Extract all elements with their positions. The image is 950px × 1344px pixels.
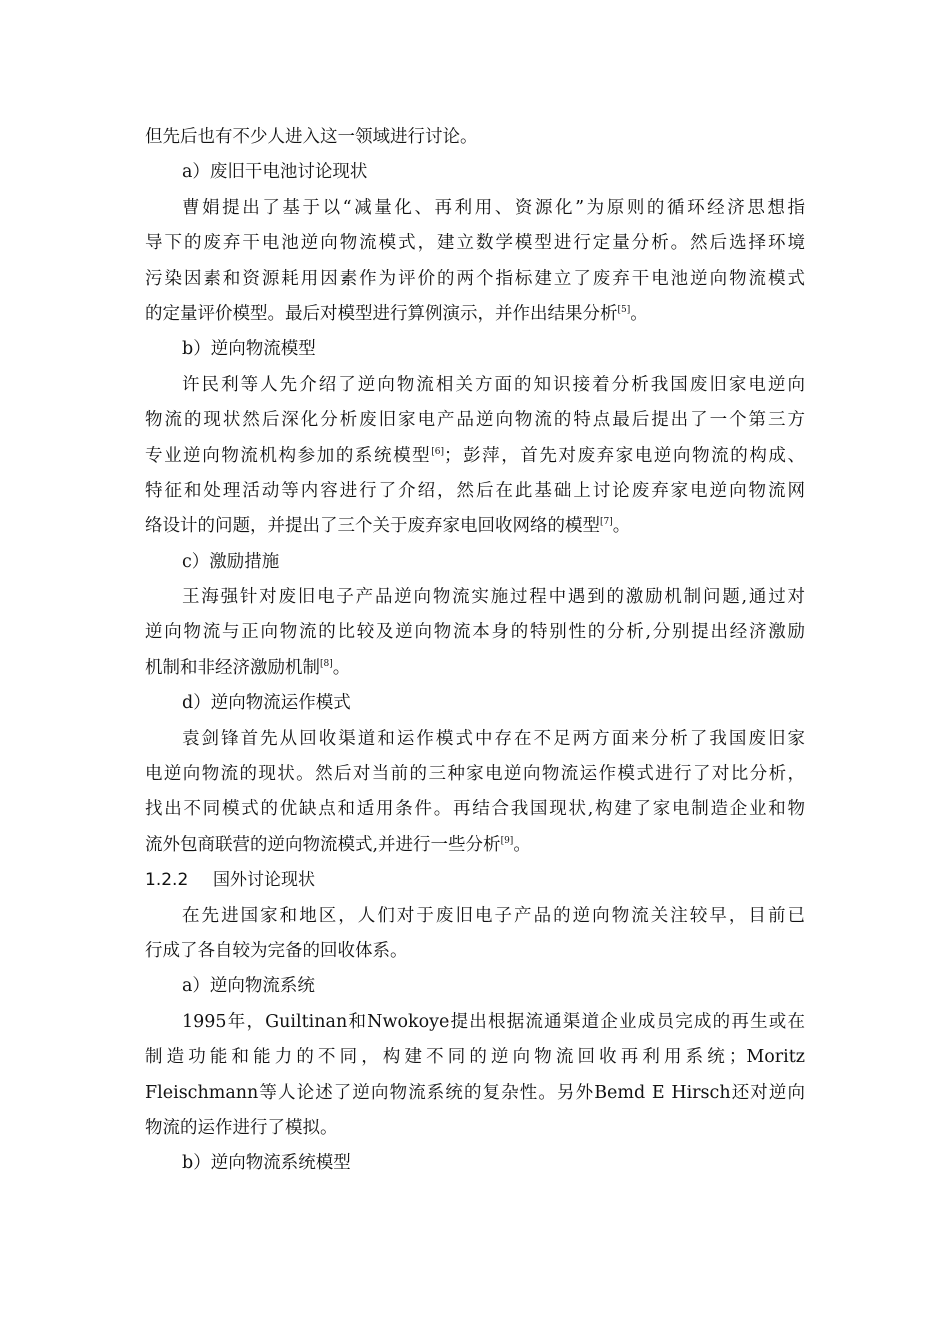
- paragraph-line: 在先进国家和地区，人们对于废旧电子产品的逆向物流关注较早，目前已: [182, 905, 805, 926]
- subheading-b-system-model: b）逆向物流系统模型: [182, 1153, 351, 1174]
- paragraph-line: 流外包商联营的逆向物流模式,并进行一些分析[9]。: [145, 834, 531, 855]
- paragraph-line: 但先后也有不少人进入这一领域进行讨论。: [145, 127, 478, 147]
- section-number: 1.2.2: [145, 870, 189, 891]
- paragraph-line: 找出不同模式的优缺点和适用条件。再结合我国现状,构建了家电制造企业和物: [145, 799, 805, 820]
- paragraph-line: 污染因素和资源耗用因素作为评价的两个指标建立了废弃干电池逆向物流模式: [145, 268, 805, 289]
- subheading-a-batteries: a）废旧干电池讨论现状: [182, 162, 368, 183]
- paragraph-line: 许民利等人先介绍了逆向物流相关方面的知识接着分析我国废旧家电逆向: [182, 374, 805, 395]
- paragraph-line: 行成了各自较为完备的回收体系。: [145, 940, 408, 961]
- paragraph-line: 的定量评价模型。最后对模型进行算例演示，并作出结果分析[5]。: [145, 303, 648, 324]
- paragraph-line: 袁剑锋首先从回收渠道和运作模式中存在不足两方面来分析了我国废旧家: [182, 728, 805, 749]
- subheading-b-model: b）逆向物流模型: [182, 339, 316, 360]
- paragraph-line: Fleischmann等人论述了逆向物流系统的复杂性。另外Bemd E Hirsch还对逆向: [145, 1082, 805, 1103]
- paragraph-line: 导下的废弃干电池逆向物流模式，建立数学模型进行定量分析。然后选择环境: [145, 233, 805, 254]
- paragraph-line: 电逆向物流的现状。然后对当前的三种家电逆向物流运作模式进行了对比分析，: [145, 764, 805, 785]
- paragraph-line: 专业逆向物流机构参加的系统模型[6]；彭萍，首先对废弃家电逆向物流的构成、: [145, 445, 805, 466]
- subheading-d-operation-mode: d）逆向物流运作模式: [182, 693, 351, 714]
- citation-ref: [5]: [617, 304, 631, 315]
- paragraph-line: 物流的现状然后深化分析废旧家电产品逆向物流的特点最后提出了一个第三方: [145, 410, 805, 431]
- paragraph-line: 曹娟提出了基于以“减量化、再利用、资源化”为原则的循环经济思想指: [182, 197, 805, 218]
- paragraph-line: 1995年，Guiltinan和Nwokoye提出根据流通渠道企业成员完成的再生或在: [182, 1011, 805, 1032]
- citation-ref: [8]: [320, 658, 333, 669]
- paragraph-line: 王海强针对废旧电子产品逆向物流实施过程中遇到的激励机制问题,通过对: [182, 587, 805, 608]
- citation-ref: [7]: [600, 517, 613, 528]
- subheading-a-system: a）逆向物流系统: [182, 976, 315, 997]
- paragraph-line: 络设计的问题，并提出了三个关于废弃家电回收网络的模型[7]。: [145, 516, 631, 537]
- paragraph-line: 制造功能和能力的不同，构建不同的逆向物流回收再利用系统；Moritz: [145, 1047, 805, 1068]
- paragraph-line: 机制和非经济激励机制[8]。: [145, 657, 351, 678]
- paragraph-line: 特征和处理活动等内容进行了介绍，然后在此基础上讨论废弃家电逆向物流网: [145, 480, 805, 501]
- section-title: 国外讨论现状: [213, 870, 315, 891]
- paragraph-line: 逆向物流与正向物流的比较及逆向物流本身的特别性的分析,分别提出经济激励: [145, 622, 805, 643]
- paragraph-line: 物流的运作进行了模拟。: [145, 1117, 338, 1138]
- citation-ref: [6]: [431, 446, 444, 457]
- citation-ref: [9]: [500, 835, 514, 846]
- subheading-c-incentives: c）激励措施: [182, 551, 280, 572]
- section-heading: [145, 863, 805, 898]
- body-text: [145, 120, 805, 1182]
